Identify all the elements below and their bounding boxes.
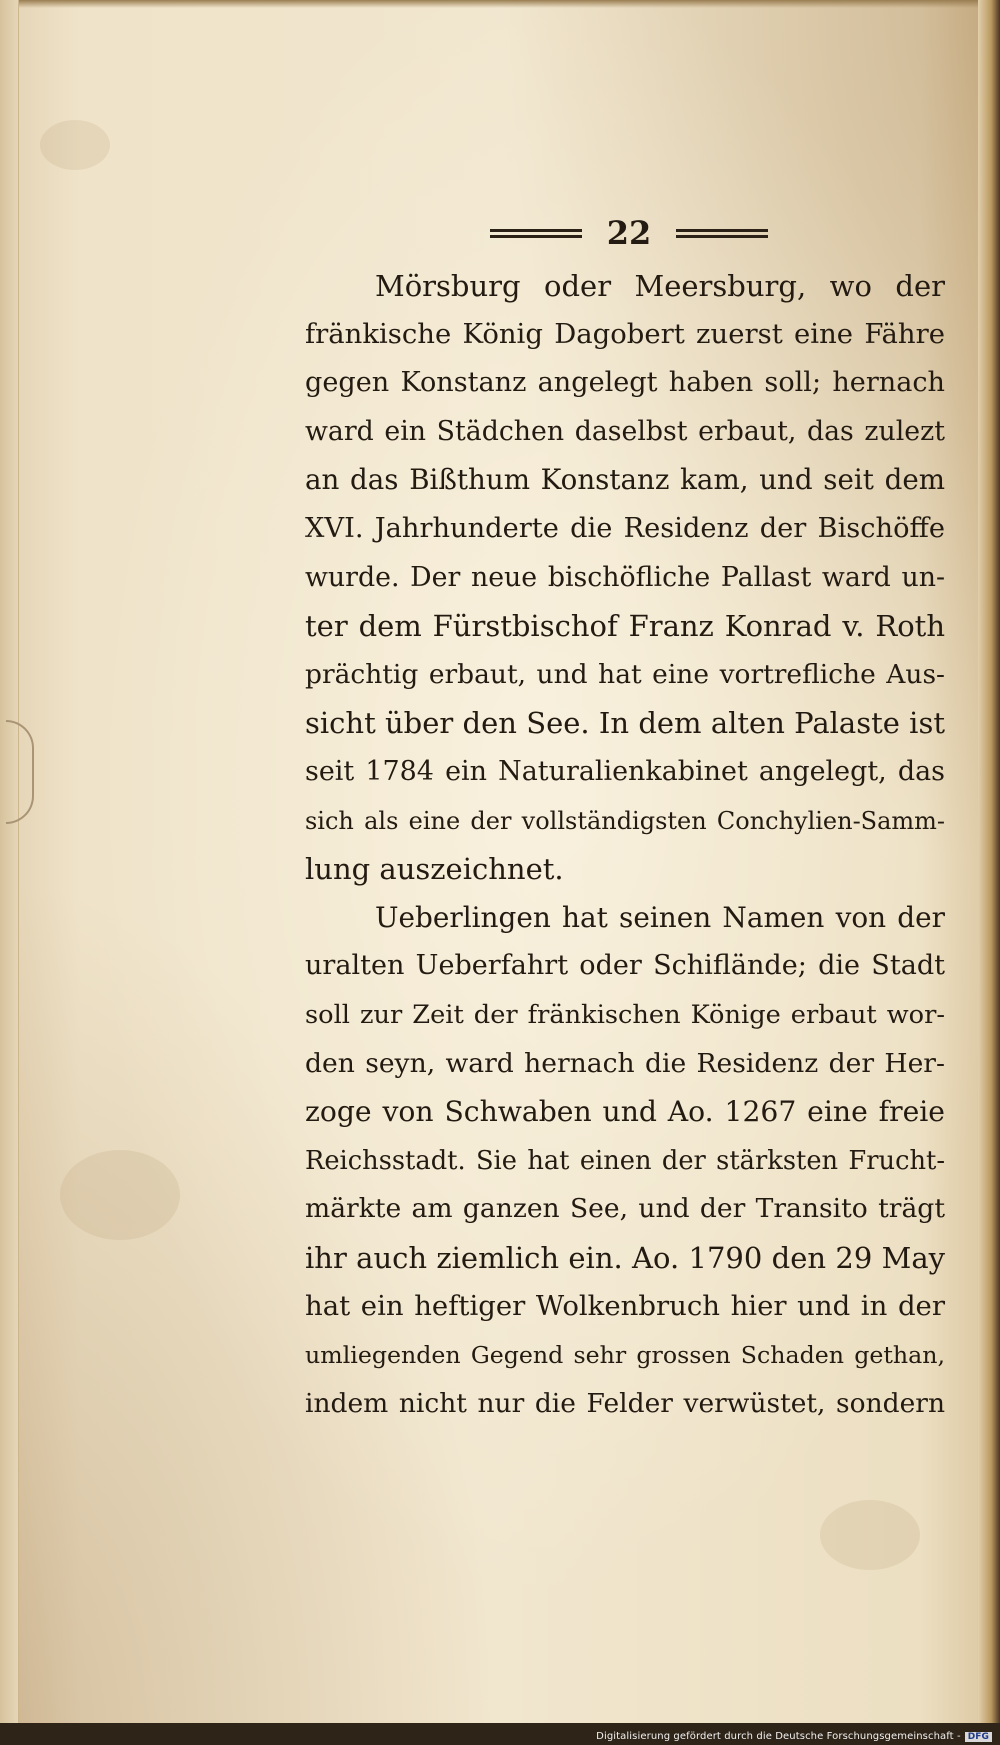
paper-clip-mark xyxy=(6,720,34,824)
text-line: hat ein heftiger Wolkenbruch hier und in der xyxy=(305,1290,945,1323)
text-line: Ueberlingen hat seinen Namen von der xyxy=(375,900,945,934)
text-line: seit 1784 ein Naturalienkabinet angelegt, das xyxy=(305,755,945,787)
text-line: Reichsstadt. Sie hat einen der stärksten Frucht- xyxy=(305,1145,945,1176)
text-line: XVI. Jahrhunderte die Residenz der Bischöffe xyxy=(305,512,945,544)
text-line: zoge von Schwaben und Ao. 1267 eine freie xyxy=(305,1095,945,1129)
text-line: Mörsburg oder Meersburg, wo der xyxy=(375,269,945,303)
text-line: gegen Konstanz angelegt haben soll; hernach xyxy=(305,367,945,399)
text-line: märkte am ganzen See, und der Transito trägt xyxy=(305,1193,945,1225)
text-line: fränkische König Dagobert zuerst eine Fähre xyxy=(305,318,945,350)
header-rule-left xyxy=(490,227,582,239)
paper-stain xyxy=(60,1150,180,1240)
body-text xyxy=(305,262,945,1428)
text-line: sicht über den See. In dem alten Palaste ist xyxy=(305,706,945,741)
text-line: indem nicht nur die Felder verwüstet, sondern xyxy=(305,1387,945,1419)
paper-stain xyxy=(820,1500,920,1570)
text-line: den seyn, ward hernach die Residenz der Her- xyxy=(305,1047,945,1079)
page-top-shadow xyxy=(0,0,1000,8)
text-line: ter dem Fürstbischof Franz Konrad v. Roth xyxy=(305,609,945,644)
dfg-logo: DFG xyxy=(965,1732,992,1742)
page-binding-edge xyxy=(978,0,1000,1745)
page-header xyxy=(490,213,770,253)
page-number: 22 xyxy=(606,214,652,252)
text-line: ward ein Städchen daselbst erbaut, das zulezt xyxy=(305,415,945,447)
page-left-edge xyxy=(0,0,19,1745)
footer-strip xyxy=(0,1723,1000,1745)
text-line: uralten Ueberfahrt oder Schifländе; die Stadt xyxy=(305,950,945,982)
text-line: lung auszeichnet. xyxy=(305,852,564,887)
footer-credit-text: Digitalisierung gefördert durch die Deutsche Forschungsgemeinschaft - xyxy=(596,1731,961,1742)
text-line: umliegenden Gegend sehr grossen Schaden gethan, xyxy=(305,1341,945,1370)
paper-stain xyxy=(40,120,110,170)
text-line: soll zur Zeit der fränkischen Könige erbaut wor- xyxy=(305,999,945,1030)
text-line: sich als eine der vollständigsten Conchylien-Samm- xyxy=(305,806,945,835)
header-rule-right xyxy=(676,227,768,239)
paragraph-ueberlingen xyxy=(305,894,945,1429)
text-line: an das Bißthum Konstanz kam, und seit dem xyxy=(305,463,945,497)
paragraph-meersburg xyxy=(305,262,945,894)
text-line: ihr auch ziemlich ein. Ao. 1790 den 29 May xyxy=(305,1240,945,1275)
text-line: wurde. Der neue bischöfliche Pallast ward un- xyxy=(305,561,945,593)
text-line: prächtig erbaut, und hat eine vortrefliche Aus- xyxy=(305,658,945,690)
footer-credit xyxy=(596,1731,992,1742)
